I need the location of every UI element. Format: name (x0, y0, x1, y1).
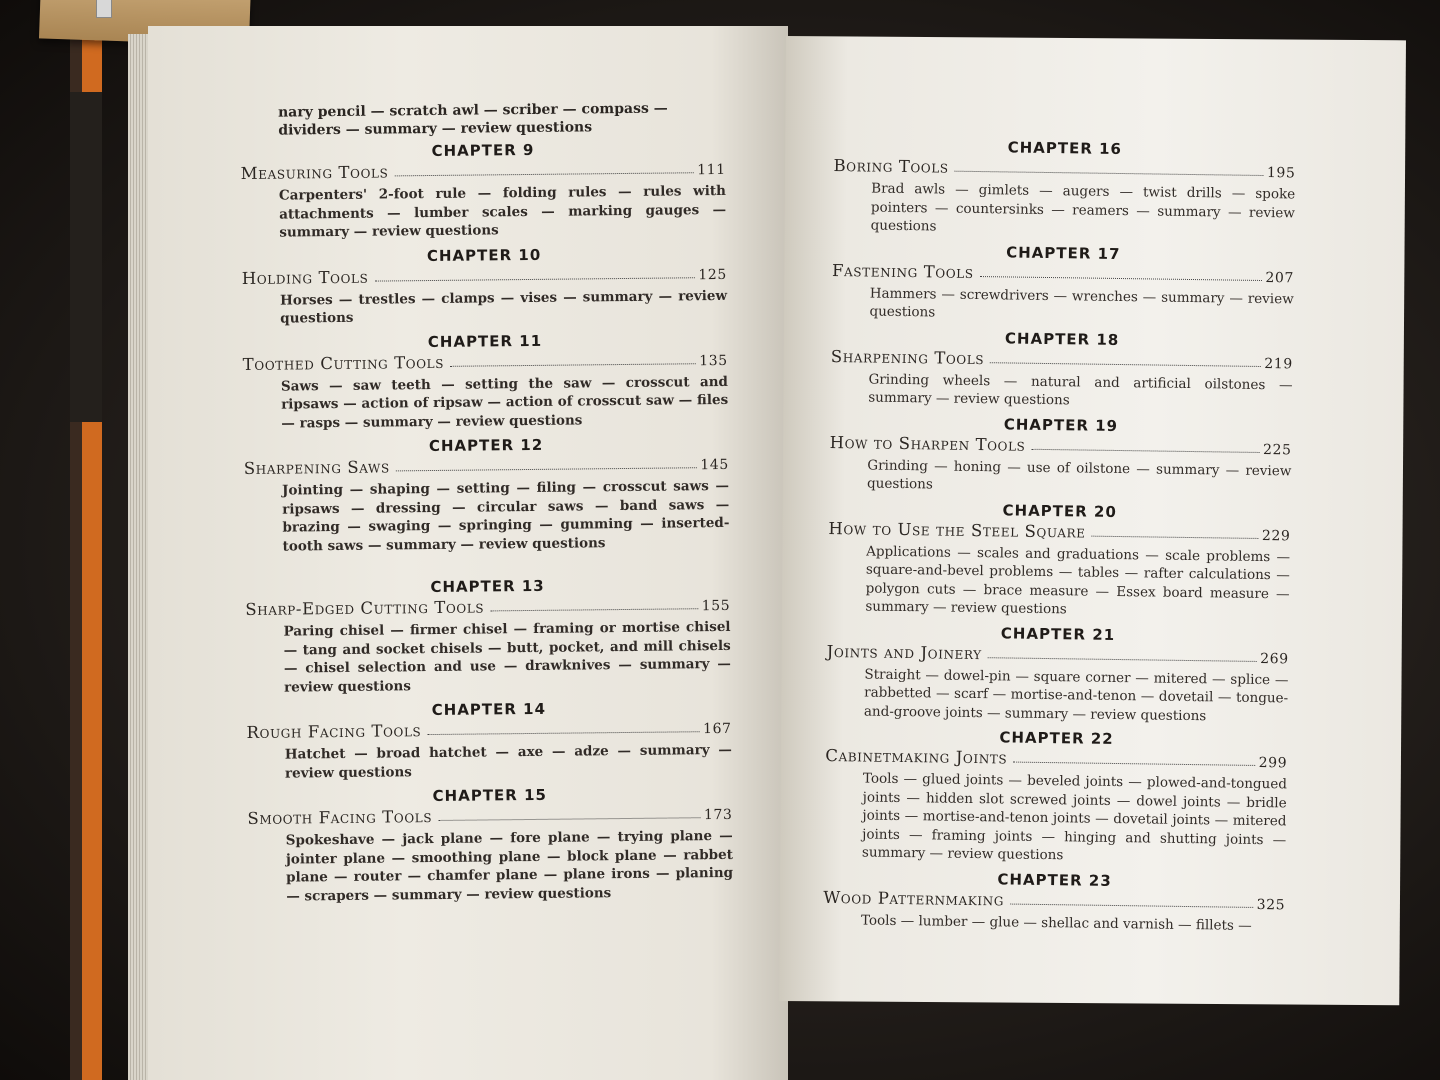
chapter-label: CHAPTER 15 (432, 785, 547, 806)
dot-leader (1013, 762, 1255, 766)
page-number: 299 (1258, 754, 1288, 772)
chapter-title: Measuring Tools (240, 162, 389, 183)
dot-leader (1010, 903, 1254, 907)
page-number: 229 (1261, 527, 1291, 544)
chapter-description: Spokeshave — jack plane — fore plane — trying plane — jointer plane — smoothing plane — block plane — rabbet plane — router — chamfer plane — plane irons — planing — scrapers — summary — review questions (285, 827, 734, 905)
dot-leader (450, 363, 696, 367)
toc-entry[interactable] (241, 159, 726, 183)
chapter-label: CHAPTER 16 (1007, 138, 1123, 159)
chapter-title: Rough Facing Tools (246, 721, 422, 742)
chapter-label: CHAPTER 17 (1006, 242, 1121, 263)
chapter-description: Paring chisel — firmer chisel — framing or mortise chisel — tang and socket chisels — butt, pocket, and mill chisels — chisel selection and use — drawknives — summary — review questions (283, 618, 731, 696)
page-number: 269 (1260, 650, 1289, 667)
chapter-label: CHAPTER 13 (430, 576, 545, 597)
toc-entry[interactable] (244, 454, 729, 478)
page-number: 111 (697, 161, 726, 179)
chapter-label: CHAPTER 14 (431, 699, 547, 720)
page-number: 207 (1265, 269, 1295, 286)
chapter-description: Brad awls — gimlets — augers — twist drills — spoke pointers — countersinks — reamers — summary — review questions (870, 180, 1296, 235)
page-number: 167 (702, 720, 732, 738)
chapter-title: Wood Patternmaking (823, 887, 1005, 909)
chapter-label: CHAPTER 9 (431, 140, 535, 160)
chapter-title: Sharpening Tools (830, 346, 985, 368)
chapter-label: CHAPTER 22 (999, 728, 1114, 748)
left-toc-column (240, 99, 733, 912)
chapter-title: Fastening Tools (831, 260, 974, 282)
chapter-label: CHAPTER 11 (427, 331, 543, 351)
toc-entry[interactable] (833, 156, 1295, 181)
dot-leader (394, 172, 694, 176)
toc-entry[interactable] (832, 260, 1294, 285)
right-toc-column (823, 132, 1296, 941)
dot-leader (374, 277, 695, 281)
page-number: 225 (1262, 441, 1292, 458)
toc-entry[interactable] (823, 887, 1285, 912)
dot-leader (990, 362, 1261, 367)
chapter-label: CHAPTER 10 (426, 245, 542, 265)
chapter-title: Sharpening Saws (243, 457, 390, 478)
chapter-description: Hammers — screwdrivers — wrenches — summary — review questions (869, 285, 1294, 321)
chapter-label: CHAPTER 18 (1004, 328, 1120, 349)
dot-leader (1031, 448, 1260, 452)
page-number: 195 (1266, 165, 1296, 182)
toc-entry[interactable] (830, 432, 1292, 457)
chapter-description: Straight — dowel-pin — square corner — mitered — splice — rabbetted — scarf — mortise-and-tenon — dovetail — tongue-and-groove joints — summary — review questions (863, 665, 1289, 724)
chapter-label: CHAPTER 20 (1002, 500, 1117, 521)
dot-leader (427, 731, 700, 735)
page-number: 325 (1256, 896, 1286, 913)
toc-entry[interactable] (827, 641, 1289, 666)
page-number: 145 (700, 456, 729, 474)
toc-entry[interactable] (825, 746, 1287, 771)
toc-entry[interactable] (243, 349, 728, 373)
chapter-title: Cabinetmaking Joints (825, 745, 1008, 768)
toc-entry[interactable] (831, 346, 1293, 371)
page-number: 135 (699, 352, 728, 369)
dot-leader (980, 276, 1263, 281)
chapter-description: Hatchet — broad hatchet — axe — adze — summary — review questions (284, 741, 732, 782)
dot-leader (396, 467, 698, 471)
chapter-description: Applications — scales and graduations — scale problems — square-and-bevel problems — tables — rafter calculations — polygon cuts — brace measure — Essex board measure — summary — review questions (865, 542, 1291, 618)
dot-leader (1091, 535, 1258, 538)
clip-spring (96, 0, 112, 18)
chapter-title: Smooth Facing Tools (247, 807, 433, 828)
toc-entry[interactable] (246, 718, 731, 742)
dot-leader (490, 608, 699, 611)
chapter-label: CHAPTER 21 (1000, 623, 1116, 644)
page-number: 155 (701, 597, 731, 615)
chapter-title: Holding Tools (241, 267, 369, 288)
spacer (245, 557, 730, 576)
chapter-description: Horses — trestles — clamps — vises — summary — review questions (279, 287, 728, 327)
dot-leader (438, 817, 701, 821)
page-number: 173 (703, 806, 733, 824)
pencil-band (70, 92, 102, 422)
chapter-title: How to Use the Steel Square (828, 518, 1086, 542)
intro-text: nary pencil — scratch awl — scriber — compass — dividers — summary — review questions (278, 100, 668, 139)
chapter-description: Jointing — shaping — setting — filing — crosscut saws — ripsaws — dressing — circular saws — band saws — brazing — swaging — springing — gumming — inserted-tooth saws — summary — review questions (281, 477, 730, 555)
dot-leader (955, 171, 1264, 176)
chapter-label: CHAPTER 23 (997, 869, 1112, 890)
chapter-title: Sharp-Edged Cutting Tools (245, 597, 485, 619)
toc-entry[interactable] (247, 804, 732, 828)
chapter-description: Grinding wheels — natural and artificial oilstones — summary — review questions (868, 371, 1293, 409)
chapter-label: CHAPTER 12 (428, 435, 544, 456)
chapter-title: Joints and Joinery (826, 641, 982, 663)
chapter-description: Grinding — honing — use of oilstone — summary — review questions (866, 456, 1292, 493)
chapter-title: How to Sharpen Tools (829, 432, 1026, 455)
chapter-description: Carpenters' 2-foot rule — folding rules — rules with attachments — lumber scales — marking gauges — summary — review questions (278, 182, 727, 241)
page-number: 219 (1264, 355, 1293, 372)
chapter-description: Saws — saw teeth — setting the saw — crosscut and ripsaws — action of ripsaw — action of crosscut saw — files — rasps — summary — review questions (280, 373, 729, 432)
toc-entry[interactable] (245, 595, 730, 619)
chapter-title: Toothed Cutting Tools (242, 352, 445, 374)
toc-entry[interactable] (242, 263, 727, 287)
chapter-title: Boring Tools (833, 155, 949, 177)
page-number: 125 (698, 266, 727, 283)
chapter-description: Tools — glued joints — beveled joints — plowed-and-tongued joints — hidden slot screwed joints — dowel joints — bridle joints — mortise-and-tenon joints — dovetail joints — mitered joints — framing joints — hinging and shutting joints — summary — review questions (861, 770, 1288, 864)
toc-entry[interactable] (828, 518, 1290, 543)
dot-leader (988, 657, 1257, 662)
chapter-description: Tools — lumber — glue — shellac and varnish — fillets — (860, 911, 1252, 934)
chapter-label: CHAPTER 19 (1003, 414, 1119, 435)
